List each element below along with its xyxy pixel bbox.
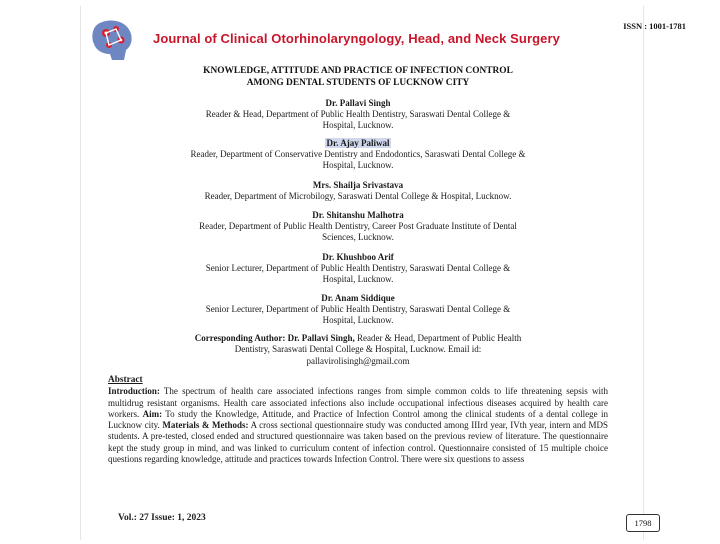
footer-volume: Vol.: 27 Issue: 1, 2023 <box>118 513 206 523</box>
intro-text: The spectrum of health care associated infections ranges from simple common colds to life threatening sepsis with multidrug resistant organisms. Health care associated infections also include occupational infectious diseases acquired by health care workers. <box>108 386 608 419</box>
author-affiliation: Hospital, Lucknow. <box>322 120 394 131</box>
author-affiliation: Hospital, Lucknow. <box>322 160 394 171</box>
intro-label: Introduction: <box>108 386 160 397</box>
page-number-badge: 1798 <box>626 514 660 532</box>
aim-text: To study the Knowledge, Attitude, and Practice of Infection Control among the clinical students of a dental college in Lucknow city. <box>108 408 608 431</box>
author-affiliation: Reader & Head, Department of Public Health Dentistry, Saraswati Dental College & <box>205 109 511 119</box>
author-affiliation: Senior Lecturer, Department of Public Health Dentistry, Saraswati Dental College & <box>205 304 511 314</box>
author-name: Dr. Pallavi Singh <box>325 98 391 108</box>
highlighted-author-name[interactable]: Dr. Ajay Paliwal <box>326 138 390 148</box>
corresponding-email[interactable]: pallavirolisingh@gmail.com <box>306 355 410 366</box>
methods-text: A cross sectional questionnaire study was conducted among IIIrd year, IVth year, intern and MDS students. A pre-tested, closed ended and structured questionnaire was taken based on the previous review of literature. The questionnaire kept the study group in mind, and was linked to curriculum content of infection control. Questionnaire consisted of 15 multiple choice questions regarding knowledge, attitude and practices towards Infection Control. There were six questions to assess <box>108 420 609 465</box>
author-name[interactable] <box>108 137 608 149</box>
abstract-heading: Abstract <box>108 375 143 385</box>
corresponding-line <box>108 333 608 344</box>
issn-label: ISSN : 1001-1781 <box>623 21 686 31</box>
author-entry <box>108 137 608 172</box>
author-entry <box>108 292 608 327</box>
journal-logo-icon <box>88 18 136 64</box>
methods-label: Materials & Methods: <box>162 420 249 431</box>
journal-title: Journal of Clinical Otorhinolaryngology, Head, and Neck Surgery <box>153 31 560 46</box>
author-name: Dr. Anam Siddique <box>321 293 395 303</box>
corresponding-text: Reader & Head, Department of Public Health <box>354 333 522 343</box>
author-affiliation: Hospital, Lucknow. <box>322 274 394 285</box>
aim-label: Aim: <box>142 408 163 419</box>
corresponding-author <box>108 333 608 367</box>
author-entry <box>108 209 608 244</box>
author-name: Dr. Khushboo Arif <box>322 252 394 262</box>
author-entry <box>108 179 608 202</box>
author-affiliation: Senior Lecturer, Department of Public Health Dentistry, Saraswati Dental College & <box>205 263 511 273</box>
abstract-section <box>108 375 608 465</box>
article-title-line: KNOWLEDGE, ATTITUDE AND PRACTICE OF INFECTION CONTROL <box>203 66 513 76</box>
author-affiliation: Reader, Department of Conservative Dentistry and Endodontics, Saraswati Dental College & <box>190 149 526 159</box>
corresponding-label: Corresponding Author: Dr. Pallavi Singh, <box>194 333 355 343</box>
author-affiliation: Hospital, Lucknow. <box>322 315 394 326</box>
author-entry <box>108 251 608 286</box>
author-name: Dr. Shitanshu Malhotra <box>312 210 404 220</box>
author-affiliation: Reader, Department of Public Health Dentistry, Career Post Graduate Institute of Dental <box>199 221 517 231</box>
author-name: Mrs. Shailja Srivastava <box>312 180 404 190</box>
author-affiliation: Sciences, Lucknow. <box>322 232 394 243</box>
article-title-line: AMONG DENTAL STUDENTS OF LUCKNOW CITY <box>246 77 470 88</box>
author-affiliation: Reader, Department of Microbilogy, Saraswati Dental College & Hospital, Lucknow. <box>204 191 512 201</box>
article-title <box>108 66 608 89</box>
author-entry <box>108 97 608 132</box>
corresponding-line: Dentistry, Saraswati Dental College & Hospital, Lucknow. Email id: <box>234 344 482 355</box>
